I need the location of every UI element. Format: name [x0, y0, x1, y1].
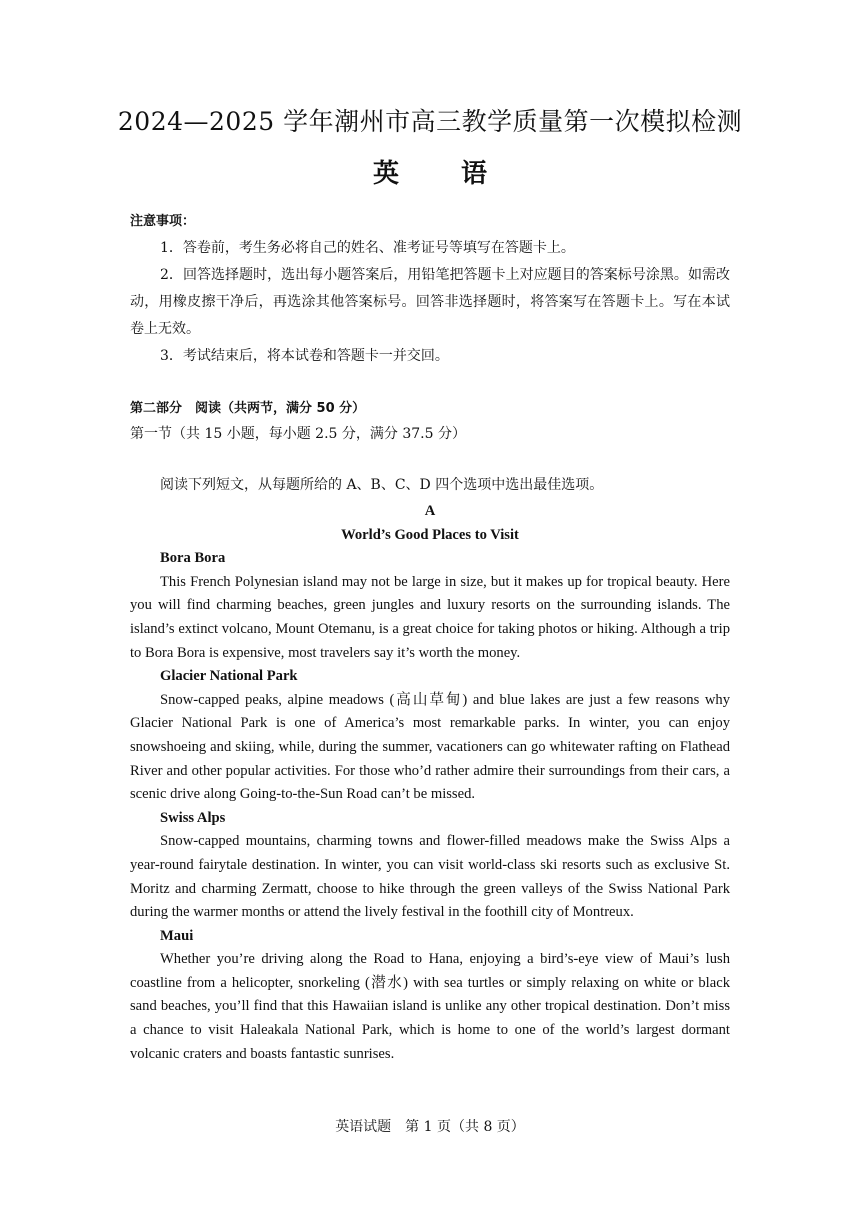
part-two-heading: 第二部分 阅读（共两节，满分 50 分）: [130, 401, 366, 416]
section-name: Bora Bora: [160, 550, 226, 567]
notice-item: 1．答卷前，考生务必将自己的姓名、准考证号等填写在答题卡上。: [160, 240, 575, 256]
notice-item: 3．考试结束后，将本试卷和答题卡一并交回。: [160, 348, 449, 364]
section-name: Swiss Alps: [160, 809, 226, 826]
section-text: Whether you’re driving along the Road to Hana, enjoying a bird’s-eye view of Maui’s lush coastline from a helicopter, snorkeling (潜水) with sea turtles or simply relaxing on white or black sand beaches, you’ll find that this Hawaiian island is unlike any other tropical destination. Don’t miss a chance to visit Haleakala National Park, which is home to one of the world’s largest dormant volcanic craters and boasts fantastic sunrises.: [130, 951, 730, 1062]
passage-a: [130, 500, 730, 1066]
part-two-header: [130, 397, 730, 447]
section-text: This French Polynesian island may not be large in size, but it makes up for tropical beauty. Here you will find charming beaches, green jungles and luxury resorts on the surrounding islands. The island’s extinct volcano, Mount Otemanu, is a great choice for taking photos or hiking. Although a trip to Bora Bora is expensive, most travelers say it’s worth the money.: [130, 573, 730, 661]
section-text: Snow-capped peaks, alpine meadows (高山草甸) and blue lakes are just a few reasons why Glacier National Park is one of America’s most remarkable parks. In winter, you can enjoy snowshoeing and skiing, while, during the summer, vacationers can go whitewater rafting on Flathead River and other popular activities. For those who’d rather admire their surroundings from their cars, a scenic drive along Going-to-the-Sun Road can’t be missed.: [130, 691, 730, 803]
notice-heading: 注意事项：: [130, 214, 196, 229]
section-text: Snow-capped mountains, charming towns and flower-filled meadows make the Swiss Alps a year-round fairytale destination. In winter, you can visit world-class ski resorts such as exclusive St. Moritz and charming Zermatt, choose to hike through the green valleys of the Swiss National Park during the warmer months or attend the lively festival in the foothill city of Montreux.: [130, 833, 730, 921]
section-name: Maui: [160, 927, 194, 944]
subject-char-2: 语: [461, 159, 488, 189]
subject-heading: [0, 156, 860, 192]
section-one-heading: 第一节（共 15 小题，每小题 2.5 分，满分 37.5 分）: [130, 426, 466, 442]
section-name: Glacier National Park: [160, 668, 298, 685]
exam-title: 2024—2025 学年潮州市高三教学质量第一次模拟检测: [117, 107, 743, 136]
notice-item: 2．回答选择题时，选出每小题答案后，用铅笔把答题卡上对应题目的答案标号涂黑。如需改动，用橡皮擦干净后，再选涂其他答案标号。回答非选择题时，将答案写在答题卡上。写在本试卷上无效。: [130, 267, 730, 337]
passage-title: World’s Good Places to Visit: [341, 526, 519, 543]
passage-label: A: [424, 503, 436, 519]
subject-char-1: 英: [372, 159, 399, 189]
notice-list: [130, 235, 730, 370]
reading-instruction: 阅读下列短文，从每题所给的 A、B、C、D 四个选项中选出最佳选项。: [160, 477, 604, 493]
page-footer: 英语试题 第 1 页（共 8 页）: [335, 1119, 525, 1135]
